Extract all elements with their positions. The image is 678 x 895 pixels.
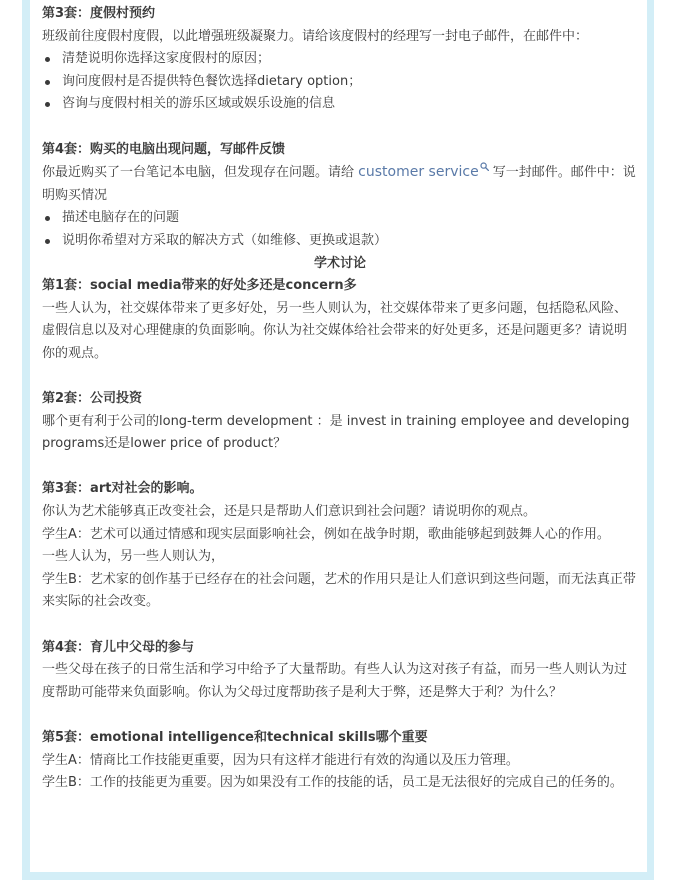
section-academic-set5: [42, 727, 638, 795]
set4-computer-bullet-list: [42, 207, 638, 252]
spacer: [42, 366, 638, 389]
section-academic-set3: [42, 478, 638, 614]
section-set3-resort: [42, 3, 638, 116]
set4-computer-title: 第4套：购买的电脑出现问题，写邮件反馈: [42, 141, 286, 157]
section-set4-computer: [42, 139, 638, 253]
spacer: [42, 456, 638, 479]
academic-set5-student-a: 学生A：情商比工作技能更重要，因为只有这样才能进行有效的沟通以及压力管理。: [42, 752, 519, 768]
list-item: 询问度假村是否提供特色餐饮选择dietary option；: [42, 71, 638, 94]
academic-set4-body: 一些父母在孩子的日常生活和学习中给予了大量帮助。有些人认为这对孩子有益，而另一些人则认为过度帮助可能带来负面影响。你认为父母过度帮助孩子是利大于弊，还是弊大于利？为什么？: [42, 662, 628, 700]
set3-resort-title: 第3套：度假村预约: [42, 6, 156, 21]
section-academic-set2: [42, 388, 638, 456]
academic-set2-body: 哪个更有利于公司的long-term development ：是 invest in training employee and developing programs还是lower price of product？: [42, 413, 630, 452]
academic-set5-title: 第5套：emotional intelligence和technical skills哪个重要: [42, 730, 428, 745]
set3-resort-intro: 班级前往度假村度假，以此增强班级凝聚力。请给该度假村的经理写一封电子邮件，在邮件中：: [42, 28, 589, 44]
academic-set1-title: 第1套：social media带来的好处多还是concern多: [42, 278, 357, 294]
spacer: [42, 704, 638, 727]
intro-text-after-link: 写一封邮件。邮件中：说明购买情况: [42, 165, 636, 203]
academic-set1-body: 一些人认为，社交媒体带来了更多好处，另一些人则认为，社交媒体带来了更多问题，包括隐私风险、虚假信息以及对心理健康的负面影响。你认为社交媒体给社会带来的好处更多，还是问题更多？请说明你的观点。: [42, 300, 628, 361]
search-icon[interactable]: [480, 162, 489, 171]
academic-set3-student-a: 学生A：艺术可以通过情感和现实层面影响社会，例如在战争时期，歌曲能够起到鼓舞人心的作用。: [42, 526, 610, 542]
academic-section-heading: 学术讨论: [313, 255, 366, 271]
intro-text-before-link: 你最近购买了一台笔记本电脑，但发现存在问题。请给: [42, 165, 355, 181]
spacer: [42, 116, 638, 139]
spacer: [42, 614, 638, 637]
list-item: 清楚说明你选择这家度假村的原因；: [42, 48, 638, 71]
academic-set5-student-b: 学生B：工作的技能更为重要。因为如果没有工作的技能的话，员工是无法很好的完成自己的任务的。: [42, 775, 623, 791]
academic-set3-question: 你认为艺术能够真正改变社会，还是只是帮助人们意识到社会问题？请说明你的观点。: [42, 504, 537, 520]
academic-set3-line: 一些人认为，另一些人则认为，: [42, 549, 225, 565]
section-academic-set4: [42, 637, 638, 705]
academic-set2-title: 第2套：公司投资: [42, 391, 143, 407]
list-item: 咨询与度假村相关的游乐区域或娱乐设施的信息: [42, 93, 638, 116]
academic-set3-title: 第3套：art对社会的影响。: [42, 481, 203, 497]
academic-set3-student-b: 学生B：艺术家的创作基于已经存在的社会问题，艺术的作用只是让人们意识到这些问题，而无法真正带来实际的社会改变。: [42, 571, 636, 610]
set4-computer-intro: [42, 161, 638, 207]
document-content: [42, 3, 638, 795]
section-academic-set1: [42, 275, 638, 365]
list-item: 描述电脑存在的问题: [42, 207, 638, 230]
academic-set4-title: 第4套：育儿中父母的参与: [42, 639, 195, 655]
set3-resort-bullet-list: [42, 48, 638, 116]
customer-service-search-link[interactable]: customer service: [358, 164, 479, 181]
list-item: 说明你希望对方采取的解决方式（如维修、更换或退款）: [42, 230, 638, 253]
